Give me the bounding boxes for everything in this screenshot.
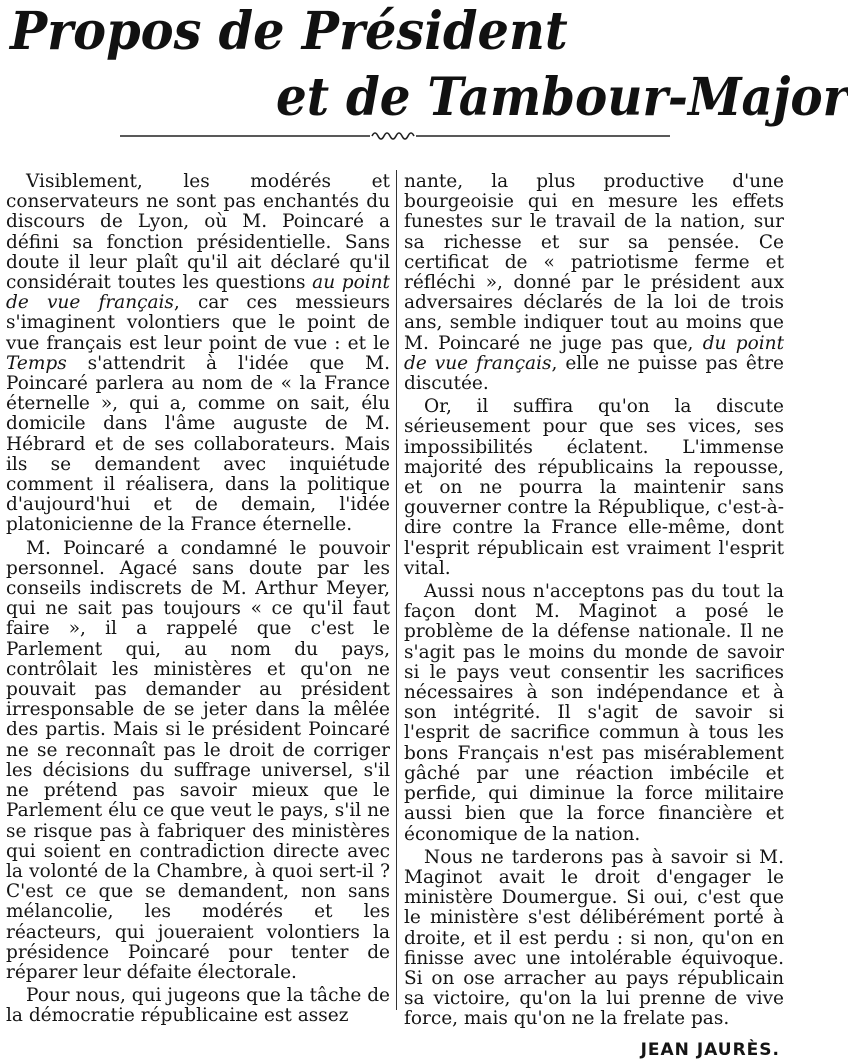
paragraph: Nous ne tarderons pas à savoir si M. Maginot avait le droit d'engager le ministère Doumergue. Si oui, c'est que le ministère s'est délibérément porté à droite, et il est perdu : si non, qu'on en finisse avec une intolérable équivoque. Si on ose arracher au pays républicain sa victoire, qu'on la lui prenne de vive force, mais qu'on ne la frelate pas.	[404, 846, 784, 1030]
paragraph: Or, il suffira qu'on la discute sérieusement pour que ses vices, ses impossibilités éclatent. L'immense majorité des républicains la repousse, et on ne pourra la maintenir sans gouverner contre la République, c'est-à-dire contre la France elle-même, dont l'esprit républicain est vraiment l'esprit vital.	[404, 396, 784, 579]
headline	[0, 0, 848, 140]
paragraph: Aussi nous n'acceptons pas du tout la façon dont M. Maginot a posé le problème de la défense nationale. Il ne s'agit pas le moins du monde de savoir si le pays veut consentir les sacrifices nécessaires à son indépendance et à son intégrité. Il s'agit de savoir si l'esprit de sacrifice commun à tous les bons Français n'est pas misérablement gâché par une réaction imbécile et perfide, qui diminue la force militaire aussi bien que la force financière et économique de la nation.	[404, 581, 784, 845]
column-divider	[396, 170, 397, 1010]
paragraph: nante, la plus productive d'une bourgeoisie qui en mesure les effets funestes sur le travail de la nation, sur sa richesse et sur sa pensée. Ce certificat de « patriotisme ferme et réfléchi », donné par le président aux adversaires déclarés de la loi de trois ans, semble indiquer tout au moins que M. Poincaré ne juge pas que, du point de vue français, elle ne puisse pas être discutée.	[404, 171, 785, 395]
ornament-divider	[120, 128, 670, 144]
article-column-left	[6, 172, 390, 1030]
paragraph: M. Poincaré a condamné le pouvoir personnel. Agacé sans doute par les conseils indiscrets de M. Arthur Meyer, qui ne sait pas toujours « ce qu'il faut faire », il a rappelé que c'est le Parlement qui, au nom du pays, contrôlait les ministères et qu'on ne pouvait pas demander au président irresponsable de se jeter dans la mêlée des partis. Mais si le président Poincaré ne se reconnaît pas le droit de corriger les décisions du suffrage universel, s'il ne prétend pas savoir mieux que le Parlement élu ce que veut le pays, s'il ne se risque pas à fabriquer des ministères qui soient en contradiction directe avec la volonté de la Chambre, à quoi sert-il ? C'est ce que se demandent, non sans mélancolie, les modérés et les réacteurs, qui joueraient volontiers la présidence Poincaré pour tenter de réparer leur défaite électorale.	[6, 537, 390, 983]
author-signature: JEAN JAURÈS.	[640, 1039, 780, 1060]
article-column-right	[404, 172, 784, 1060]
paragraph: Pour nous, qui jugeons que la tâche de la démocratie républicaine est assez	[6, 985, 390, 1027]
headline-line-1: Propos de Président	[10, 1, 568, 62]
headline-line-2: et de Tambour-Major	[276, 67, 848, 128]
paragraph: Visiblement, les modérés et conservateurs ne sont pas enchantés du discours de Lyon, où M. Poincaré a défini sa fonction présidentielle. Sans doute il leur plaît qu'il ait déclaré qu'il considérait toutes les questions au point de vue français, car ces messieurs s'imaginent volontiers que le point de vue français est leur point de vue : et le Temps s'attendrit à l'idée que M. Poincaré parlera au nom de « la France éternelle », qui a, comme on sait, élu domicile dans l'âme auguste de M. Hébrard et de ses collaborateurs. Mais ils se demandent avec inquiétude comment il réalisera, dans la politique d'aujourd'hui et de demain, l'idée platonicienne de la France éternelle.	[6, 171, 390, 536]
